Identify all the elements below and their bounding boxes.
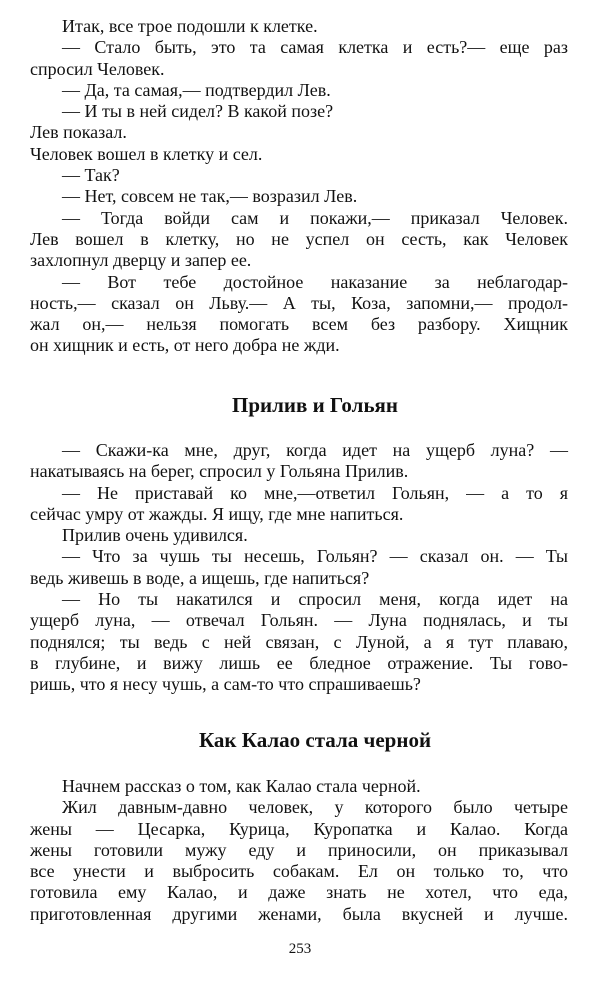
page-number: 253 xyxy=(288,941,312,957)
text-line: — Скажи-ка мне, друг, когда идет на ущерб луна? — xyxy=(62,440,568,460)
text-line: — Но ты накатился и спросил меня, когда идет на xyxy=(62,589,568,610)
text-line: Прилив очень удивился. xyxy=(62,525,248,546)
story-lion-text xyxy=(30,16,568,357)
text-line: Лев вошел в клетку, но не успел он сесть, как Человек xyxy=(30,228,568,249)
text-line: Жил давным-давно человек, у которого было четыре xyxy=(62,797,568,818)
text-line: — Нет, совсем не так,— возразил Лев. xyxy=(62,186,358,207)
story-tide-text xyxy=(30,440,568,696)
story-title-kalao: Как Калао стала черной xyxy=(198,728,432,752)
story-kalao-text xyxy=(30,776,568,925)
text-line: — Тогда войди сам и покажи,— приказал Человек. xyxy=(62,207,568,228)
text-line: Итак, все трое подошли к клетке. xyxy=(62,16,318,36)
text-line: он хищник и есть, от него добра не жди. xyxy=(30,335,340,356)
text-line: — Вот тебе достойное наказание за неблагодар- xyxy=(62,271,568,292)
text-line: жал он,— нельзя помогать всем без разбору. Хищник xyxy=(30,314,568,335)
text-line: спросил Человек. xyxy=(30,58,165,79)
text-line: — Да, та самая,— подтвердил Лев. xyxy=(62,79,331,100)
text-line: — И ты в ней сидел? В какой позе? xyxy=(62,101,334,122)
text-line: в глубине, и вижу лишь ее бледное отражение. Ты гово- xyxy=(30,652,568,673)
text-line: жены готовили мужу еду и приносили, он приказывал xyxy=(30,839,568,860)
text-line: сейчас умру от жажды. Я ищу, где мне напиться. xyxy=(30,503,404,524)
text-line: — Не приставай ко мне,—ответил Гольян, — а то я xyxy=(62,482,568,503)
text-line: Человек вошел в клетку и сел. xyxy=(30,143,263,164)
text-line: готовила ему Калао, и даже знать не хотел, что еда, xyxy=(30,882,568,903)
text-line: ведь живешь в воде, а ищешь, где напиться? xyxy=(30,567,370,588)
text-line: жены — Цесарка, Курица, Куропатка и Калао. Когда xyxy=(30,818,568,839)
story-title-tide-and-minnow: Прилив и Гольян xyxy=(231,393,399,417)
text-line: ущерб луна, — отвечал Гольян. — Луна поднялась, и ты xyxy=(30,610,568,631)
text-line: — Так? xyxy=(62,165,120,186)
text-line: ность,— сказал он Льву.— А ты, Коза, запомни,— продол- xyxy=(30,292,568,313)
text-line: Лев показал. xyxy=(30,122,127,143)
text-line: приготовленная другими женами, была вкусней и лучше. xyxy=(30,903,568,924)
text-line: — Что за чушь ты несешь, Гольян? — сказал он. — Ты xyxy=(62,546,568,567)
text-line: поднялся; ты ведь с ней связан, с Луной, а я тут плаваю, xyxy=(30,631,568,652)
text-line: — Стало быть, это та самая клетка и есть?— еще раз xyxy=(62,37,568,58)
text-line: все унести и выбросить собакам. Ел он только то, что xyxy=(30,861,568,882)
text-line: захлопнул дверцу и запер ее. xyxy=(30,250,252,271)
text-line: накатываясь на берег, спросил у Гольяна Прилив. xyxy=(30,461,409,482)
text-line: ришь, что я несу чушь, а сам-то что спрашиваешь? xyxy=(30,674,421,695)
text-line: Начнем рассказ о том, как Калао стала черной. xyxy=(62,776,421,796)
